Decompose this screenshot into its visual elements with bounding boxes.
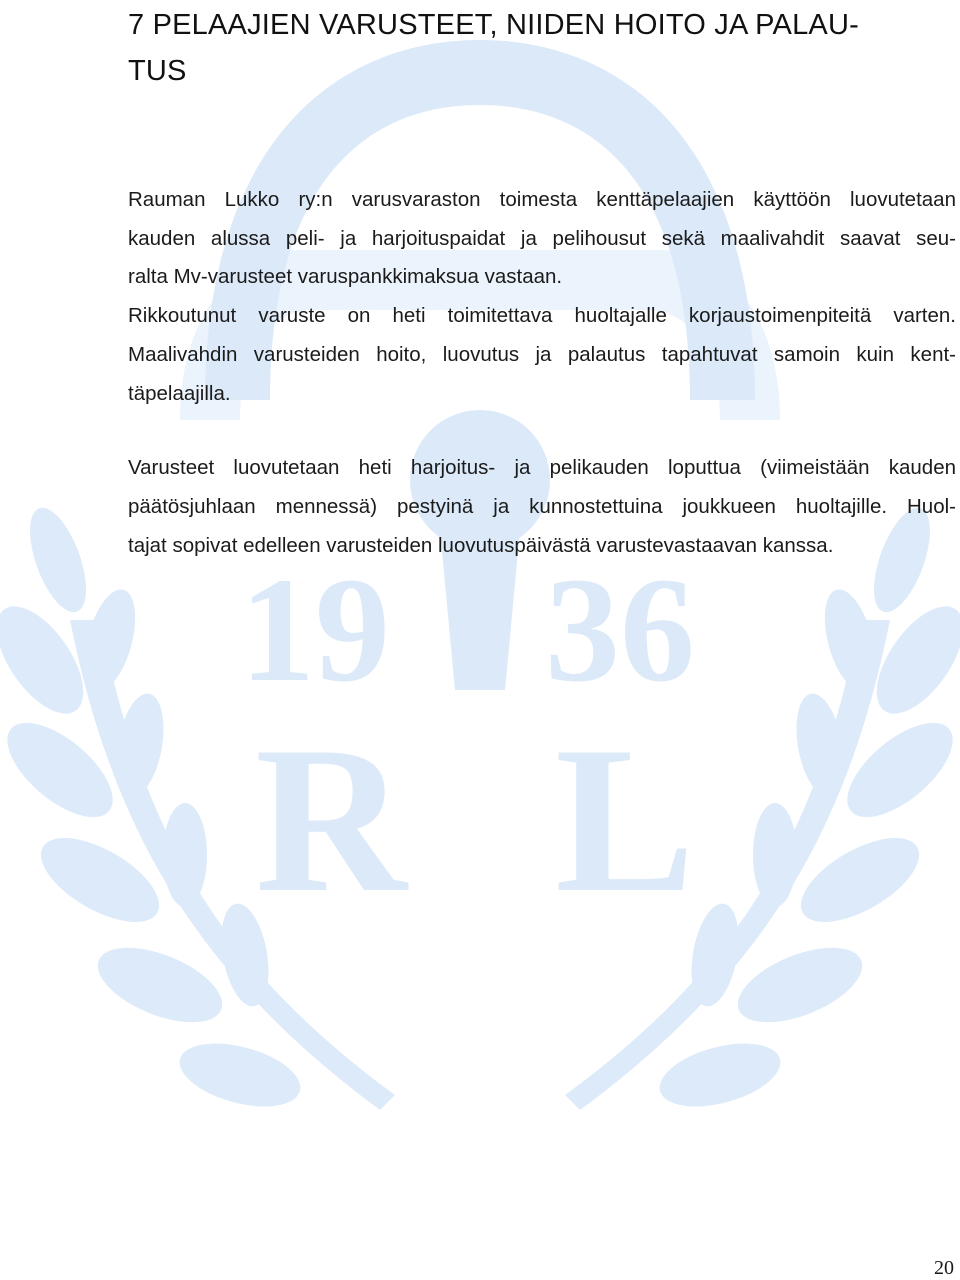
paragraph-line: Rauman Lukko ry:n varusvaraston toimesta kenttäpelaajien käyttöön luovutetaan bbox=[128, 188, 956, 211]
page-number: 20 bbox=[934, 1257, 954, 1279]
paragraph-line: Maalivahdin varusteiden hoito, luovutus ja palautus tapahtuvat samoin kuin kent- bbox=[128, 342, 956, 366]
paragraph-line: täpelaajilla. bbox=[128, 381, 231, 405]
paragraph-line: päätösjuhlaan mennessä) pestyinä ja kunnostettuina joukkueen huoltajille. Huol- bbox=[128, 494, 956, 518]
heading-line-2: TUS bbox=[128, 55, 187, 87]
watermark-year-left: 19 bbox=[240, 547, 390, 713]
watermark-year-right: 36 bbox=[545, 547, 695, 713]
paragraph-line: Varusteet luovutetaan heti harjoitus- ja pelikauden loputtua (viimeistään kauden bbox=[128, 456, 956, 480]
heading-line-1: 7 PELAAJIEN VARUSTEET, NIIDEN HOITO JA PALAU- bbox=[128, 9, 859, 41]
section-heading bbox=[128, 0, 956, 94]
watermark-letter-right: L bbox=[555, 704, 696, 936]
page-content bbox=[128, 0, 956, 565]
paragraph-1 bbox=[128, 181, 956, 297]
paragraph-3 bbox=[128, 449, 956, 565]
paragraph-line: kauden alussa peli- ja harjoituspaidat ja pelihousut sekä maalivahdit saavat seu- bbox=[128, 226, 956, 250]
paragraph-line: ralta Mv-varusteet varuspankkimaksua vastaan. bbox=[128, 265, 563, 289]
paragraph-line: tajat sopivat edelleen varusteiden luovutuspäivästä varustevastaavan kanssa. bbox=[128, 533, 834, 557]
paragraph-2 bbox=[128, 297, 956, 413]
paragraph-line: Rikkoutunut varuste on heti toimitettava huoltajalle korjaustoimenpiteitä varten. bbox=[128, 304, 956, 328]
watermark-letter-left: R bbox=[255, 704, 407, 936]
